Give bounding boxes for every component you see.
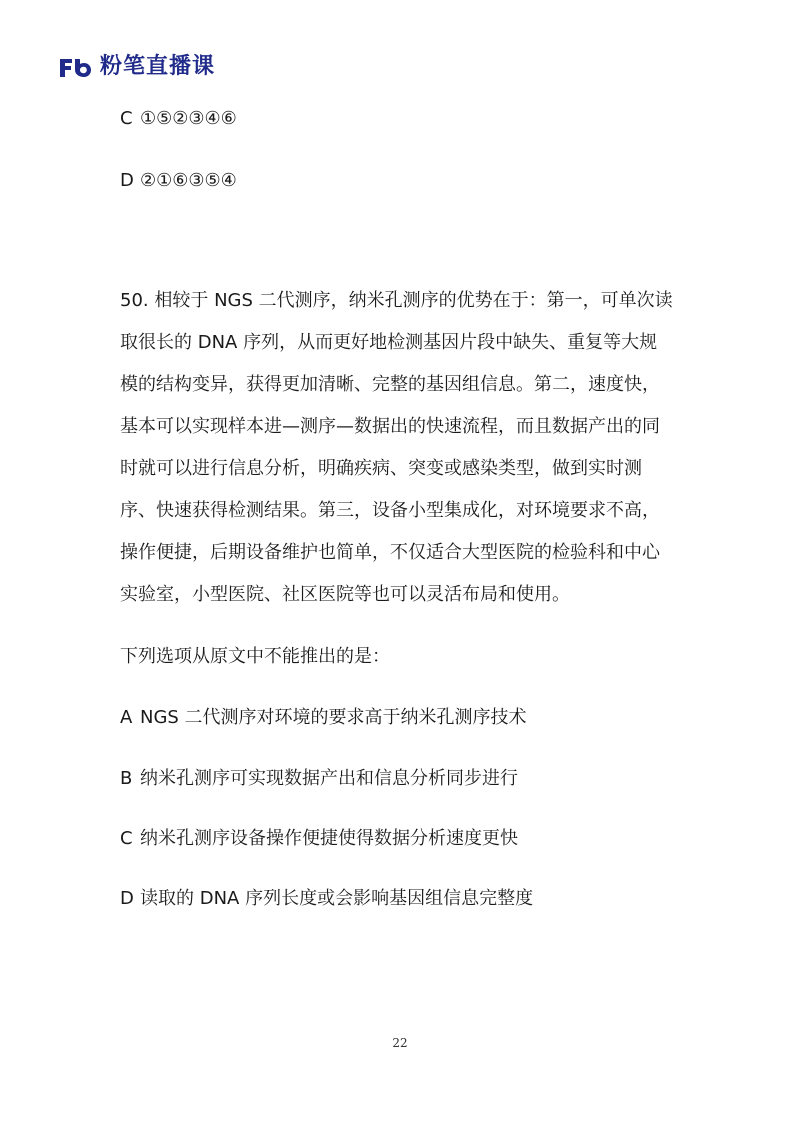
question-prompt: 下列选项从原文中不能推出的是：: [120, 646, 390, 667]
option-letter: D: [120, 888, 134, 909]
fb-logo-icon: [58, 55, 92, 79]
option-text: NGS 二代测序对环境的要求高于纳米孔测序技术: [140, 707, 527, 728]
option-d: [120, 886, 533, 912]
question-line: 取很长的 DNA 序列，从而更好地检测基因片段中缺失、重复等大规: [120, 332, 658, 353]
option-letter: C: [120, 108, 133, 129]
option-text: 纳米孔测序可实现数据产出和信息分析同步进行: [140, 768, 518, 789]
question-line: 时就可以进行信息分析，明确疾病、突变或感染类型，做到实时测: [120, 458, 642, 479]
question-line: 模的结构变异，获得更加清晰、完整的基因组信息。第二，速度快，: [120, 374, 660, 395]
option-a: [120, 705, 527, 731]
question-line: 实验室，小型医院、社区医院等也可以灵活布局和使用。: [120, 584, 570, 605]
option-letter: C: [120, 828, 133, 849]
option-text: ①⑤②③④⑥: [140, 108, 237, 129]
prev-option-c: [120, 106, 237, 132]
option-text: 纳米孔测序设备操作便捷使得数据分析速度更快: [140, 828, 518, 849]
question-line: 50. 相较于 NGS 二代测序，纳米孔测序的优势在于：第一，可单次读: [120, 290, 673, 311]
option-text: 读取的 DNA 序列长度或会影响基因组信息完整度: [140, 888, 534, 909]
question-line: 序、快速获得检测结果。第三，设备小型集成化，对环境要求不高，: [120, 500, 660, 521]
brand-logo: [58, 52, 215, 82]
option-letter: B: [120, 768, 133, 789]
option-c: [120, 826, 518, 852]
option-letter: D: [120, 170, 134, 191]
prev-option-d: [120, 168, 237, 194]
question-line: 操作便捷，后期设备维护也简单，不仅适合大型医院的检验科和中心: [120, 542, 660, 563]
option-letter: A: [120, 707, 133, 728]
page-number: 22: [392, 1036, 408, 1050]
question-line: 基本可以实现样本进—测序—数据出的快速流程，而且数据产出的同: [120, 416, 660, 437]
brand-text: 粉笔直播课: [100, 54, 216, 79]
option-b: [120, 766, 518, 792]
option-text: ②①⑥③⑤④: [140, 170, 237, 191]
